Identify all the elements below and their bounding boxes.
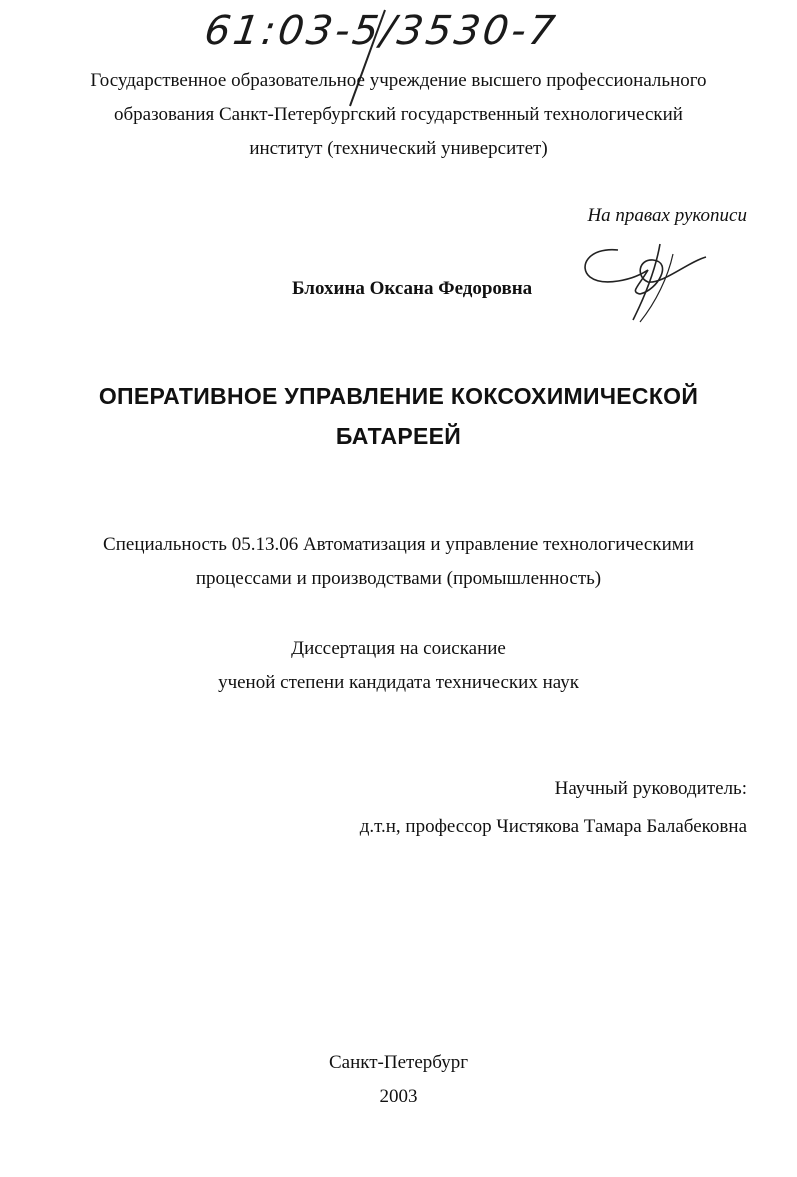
institution-line-3: институт (технический университет) xyxy=(249,138,548,159)
city: Санкт-Петербург xyxy=(328,1052,468,1073)
author-name: Блохина Оксана Федоровна xyxy=(292,278,533,299)
manuscript-note: На правах рукописи xyxy=(587,205,747,226)
dissertation-title xyxy=(0,376,797,456)
handwritten-archive-number: 61:03-5/3530-7 xyxy=(201,8,561,54)
specialty-block xyxy=(0,528,797,596)
dissertation-block xyxy=(0,632,797,700)
specialty-line-2: процессами и производствами (промышленность) xyxy=(195,568,602,589)
supervisor-label: Научный руководитель: xyxy=(554,778,747,799)
supervisor-name: д.т.н, профессор Чистякова Тамара Балабековна xyxy=(359,816,747,837)
institution-block xyxy=(0,64,797,166)
supervisor-block xyxy=(360,770,747,846)
dissertation-line-2: ученой степени кандидата технических наук xyxy=(218,672,579,693)
signature xyxy=(578,232,708,327)
institution-line-2: образования Санкт-Петербургский государственный технологический xyxy=(114,104,683,125)
title-line-1: ОПЕРАТИВНОЕ УПРАВЛЕНИЕ КОКСОХИМИЧЕСКОЙ xyxy=(98,383,699,409)
specialty-line-1: Специальность 05.13.06 Автоматизация и управление технологическими xyxy=(103,534,694,555)
title-line-2: БАТАРЕЕЙ xyxy=(335,423,462,449)
year: 2003 xyxy=(379,1086,418,1107)
institution-line-1: Государственное образовательное учреждение высшего профессионального xyxy=(90,70,707,91)
dissertation-line-1: Диссертация на соискание xyxy=(291,638,506,659)
